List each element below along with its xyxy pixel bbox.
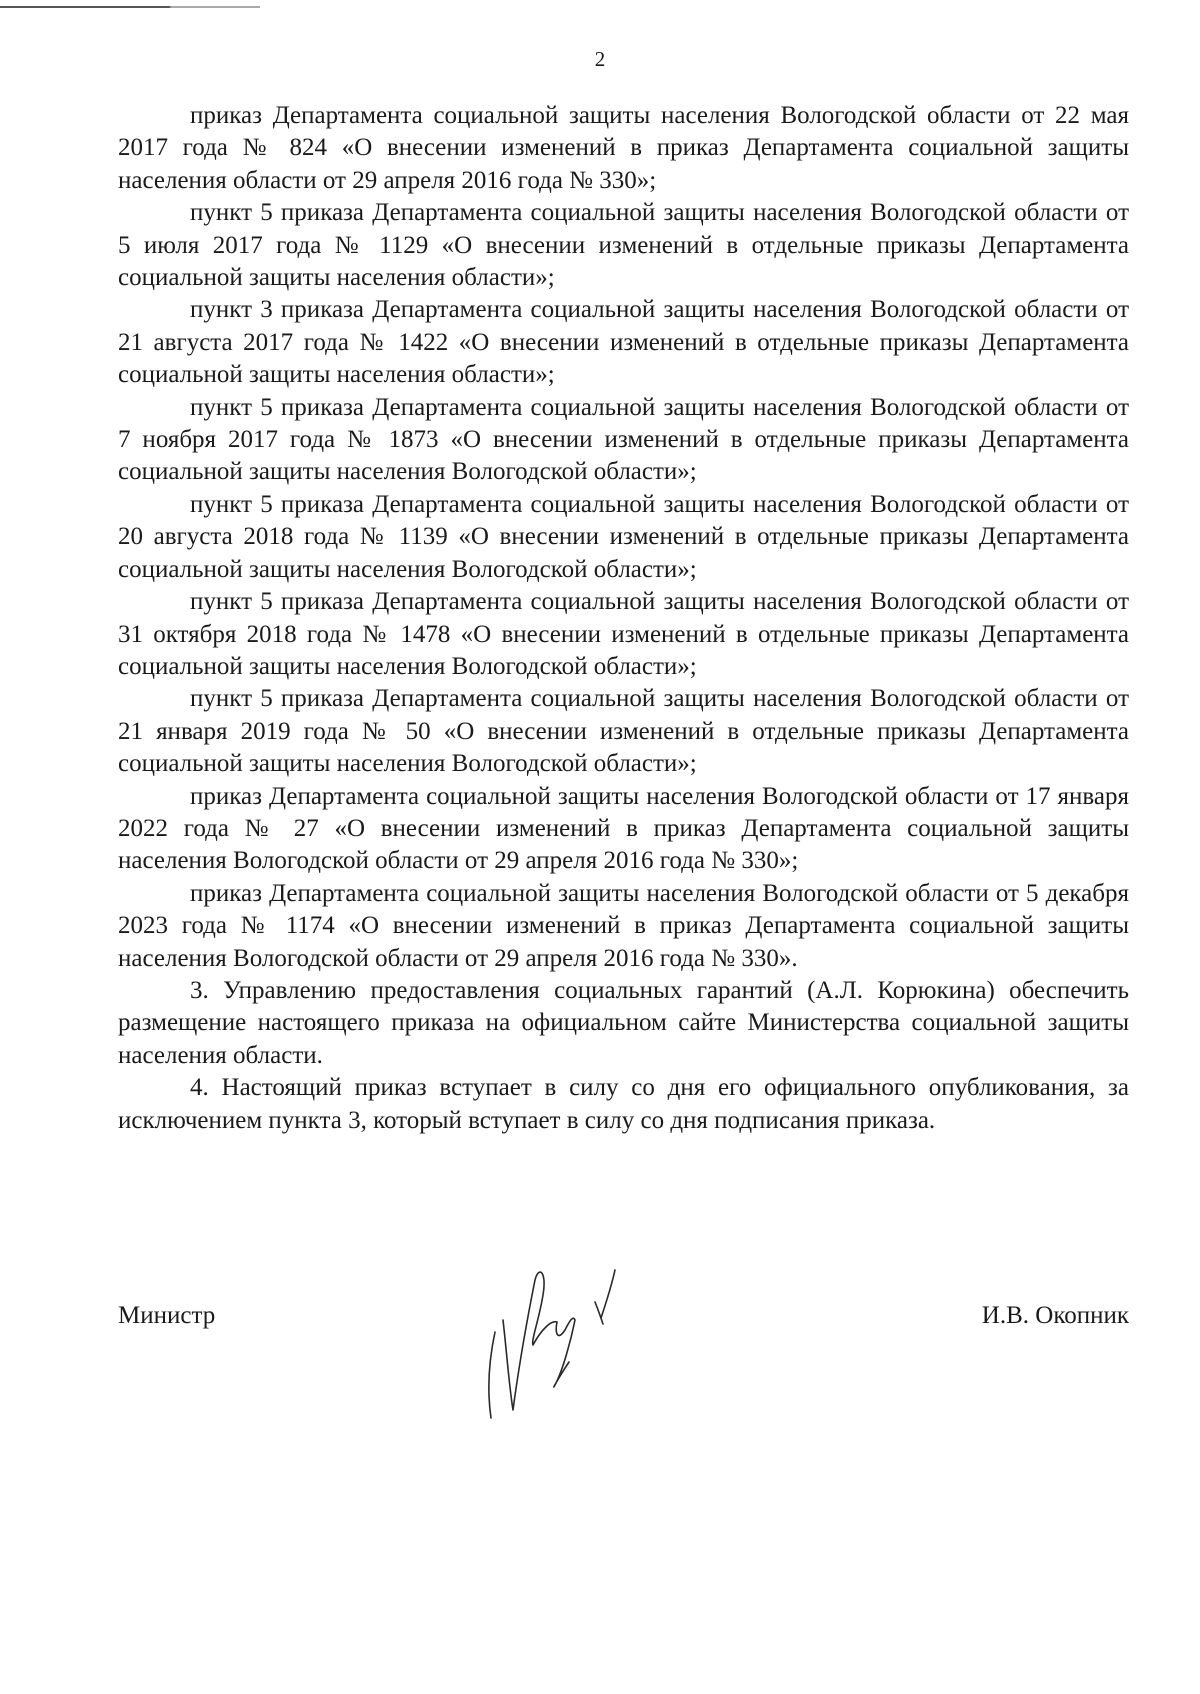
document-body <box>118 100 1129 1137</box>
signatory-title: Министр <box>118 1302 216 1329</box>
paragraph: пункт 3 приказа Департамента социальной защиты населения Вологодской области от 21 августа 2017 года № 1422 «О внесении изменений в отдельные приказы Департамента социальной защиты населения области»; <box>118 296 1129 389</box>
handwritten-signature-icon <box>473 1260 653 1430</box>
scan-edge-mark <box>0 6 260 8</box>
paragraph: пункт 5 приказа Департамента социальной защиты населения Вологодской области от 5 июля 2017 года № 1129 «О внесении изменений в отдельные приказы Департамента социальной защиты населения области»; <box>118 199 1129 292</box>
signatory-name: И.В. Окопник <box>981 1302 1129 1329</box>
paragraph: пункт 5 приказа Департамента социальной защиты населения Вологодской области от 31 октября 2018 года № 1478 «О внесении изменений в отдельные приказы Департамента социальной защиты населения Вологодской области»; <box>118 588 1129 680</box>
paragraph: пункт 5 приказа Департамента социальной защиты населения Вологодской области от 20 августа 2018 года № 1139 «О внесении изменений в отдельные приказы Департамента социальной защиты населения Вологодской области»; <box>118 490 1129 583</box>
page-number: 2 <box>594 47 606 71</box>
paragraph-item-3: 3. Управлению предоставления социальных гарантий (А.Л. Корюкина) обеспечить размещение настоящего приказа на официальном сайте Министерства социальной защиты населения области. <box>118 976 1129 1069</box>
signature-block <box>118 1300 1129 1440</box>
paragraph: приказ Департамента социальной защиты населения Вологодской области от 5 декабря 2023 года № 1174 «О внесении изменений в приказ Департамента социальной защиты населения Вологодской области от 29 апреля 2016 года № 330». <box>118 879 1129 972</box>
paragraph: пункт 5 приказа Департамента социальной защиты населения Вологодской области от 7 ноября 2017 года № 1873 «О внесении изменений в отдельные приказы Департамента социальной защиты населения Вологодской области»; <box>118 393 1129 486</box>
paragraph: пункт 5 приказа Департамента социальной защиты населения Вологодской области от 21 января 2019 года № 50 «О внесении изменений в отдельные приказы Департамента социальной защиты населения Вологодской области»; <box>118 685 1129 778</box>
paragraph: приказ Департамента социальной защиты населения Вологодской области от 22 мая 2017 года № 824 «О внесении изменений в приказ Департамента социальной защиты населения области от 29 апреля 2016 года № 330»; <box>118 102 1129 194</box>
paragraph: приказ Департамента социальной защиты населения Вологодской области от 17 января 2022 года № 27 «О внесении изменений в приказ Департамента социальной защиты населения Вологодской области от 29 апреля 2016 года № 330»; <box>118 782 1129 875</box>
paragraph-item-4: 4. Настоящий приказ вступает в силу со дня его официального опубликования, за исключением пункта 3, который вступает в силу со дня подписания приказа. <box>118 1074 1129 1134</box>
